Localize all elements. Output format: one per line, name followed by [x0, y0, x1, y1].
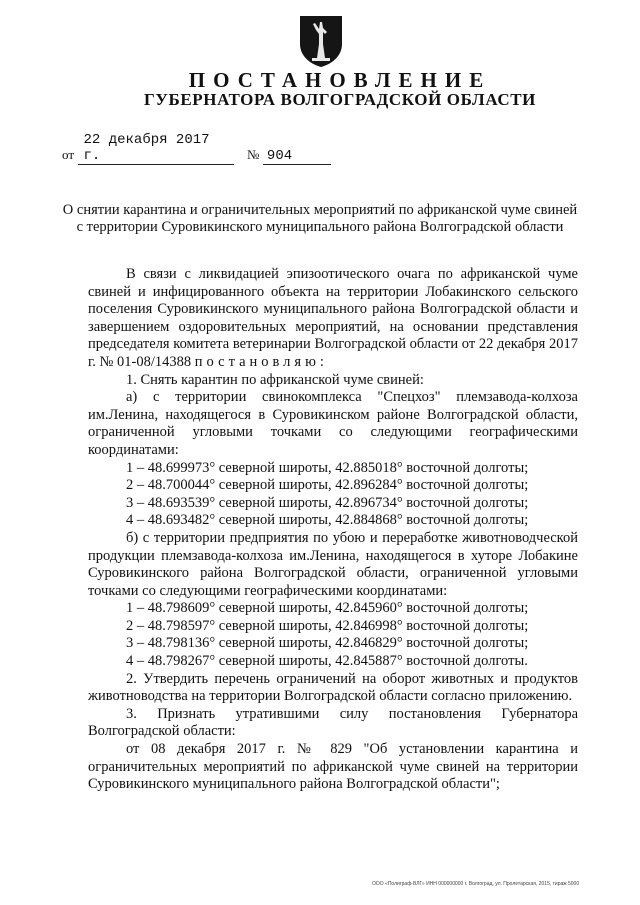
- item-3: 3. Признать утратившими силу постановления Губернатора Волгоградской области:: [88, 705, 578, 740]
- item-1: 1. Снять карантин по африканской чуме свиней:: [126, 371, 424, 388]
- document-number: 904: [263, 148, 331, 165]
- intro-paragraph: [88, 266, 578, 372]
- document-body: [88, 266, 578, 794]
- document-title: ПОСТАНОВЛЕНИЕ: [188, 68, 492, 92]
- coord-a-4: 4 – 48.693482° северной широты, 42.884868° восточной долготы;: [126, 512, 529, 529]
- document-subtitle: ГУБЕРНАТОРА ВОЛГОГРАДСКОЙ ОБЛАСТИ: [144, 90, 536, 109]
- document-date: 22 декабря 2017 г.: [78, 132, 234, 165]
- coord-b-3: 3 – 48.798136° северной широты, 42.846829° восточной долготы;: [126, 635, 529, 652]
- coat-of-arms-emblem: [298, 14, 344, 68]
- coord-a-1: 1 – 48.699973° северной широты, 42.885018° восточной долготы;: [126, 459, 529, 476]
- item-1a: а) с территории свинокомплекса "Спецхоз" племзавода-колхоза им.Ленина, находящегося в Суровикинском районе Волгоградской области, ограниченной угловыми точками со следующими географическими координатами:: [88, 389, 578, 458]
- coord-b-1: 1 – 48.798609° северной широты, 42.845960° восточной долготы;: [126, 600, 529, 617]
- coord-a-3: 3 – 48.693539° северной широты, 42.896734° восточной долготы;: [126, 494, 529, 511]
- number-label: №: [247, 147, 260, 162]
- coord-a-2: 2 – 48.700044° северной широты, 42.896284° восточной долготы;: [126, 477, 529, 494]
- document-subject: О снятии карантина и ограничительных мероприятий по африканской чуме свиней с территории Суровикинского муниципального района Волгоградской области: [62, 202, 578, 235]
- decree-word: постановляю:: [194, 353, 328, 370]
- item-2: 2. Утвердить перечень ограничений на оборот животных и продуктов животноводства на территории Волгоградской области согласно приложению.: [88, 670, 578, 705]
- coord-b-4: 4 – 48.798267° северной широты, 42.845887° восточной долготы.: [126, 653, 528, 670]
- printer-footer: ООО «Полиграф-ВЛГ» ИНН 000000000 г. Волгоград, ул. Пролетарская, 2015, тираж 5000: [372, 881, 580, 887]
- coord-b-2: 2 – 48.798597° северной широты, 42.846998° восточной долготы;: [126, 617, 529, 634]
- item-1b: б) с территории предприятия по убою и переработке животноводческой продукции племзавода-колхоза им.Ленина, находящегося в хуторе Лобакине Суровикинского района Волгоградской области, ограниченной угловыми точками со следующими географическими координатами:: [88, 529, 578, 599]
- intro-text: В связи с ликвидацией эпизоотического очага по африканской чуме свиней и инфицированного объекта на территории Лобакинского сельского поселения Суровикинского муниципального района Волгоградской области и завершением оздоровительных мероприятий, на основании представления председателя комитета ветеринарии Волгоградской области от 22 декабря 2017 г. № 01-08/14388: [88, 266, 578, 370]
- item-3a: от 08 декабря 2017 г. № 829 "Об установлении карантина и ограничительных мероприятий по африканской чуме свиней на территории Суровикинского муниципального района Волгоградской области";: [88, 741, 578, 793]
- date-prefix: от: [62, 147, 75, 162]
- document-dateline: [62, 132, 331, 165]
